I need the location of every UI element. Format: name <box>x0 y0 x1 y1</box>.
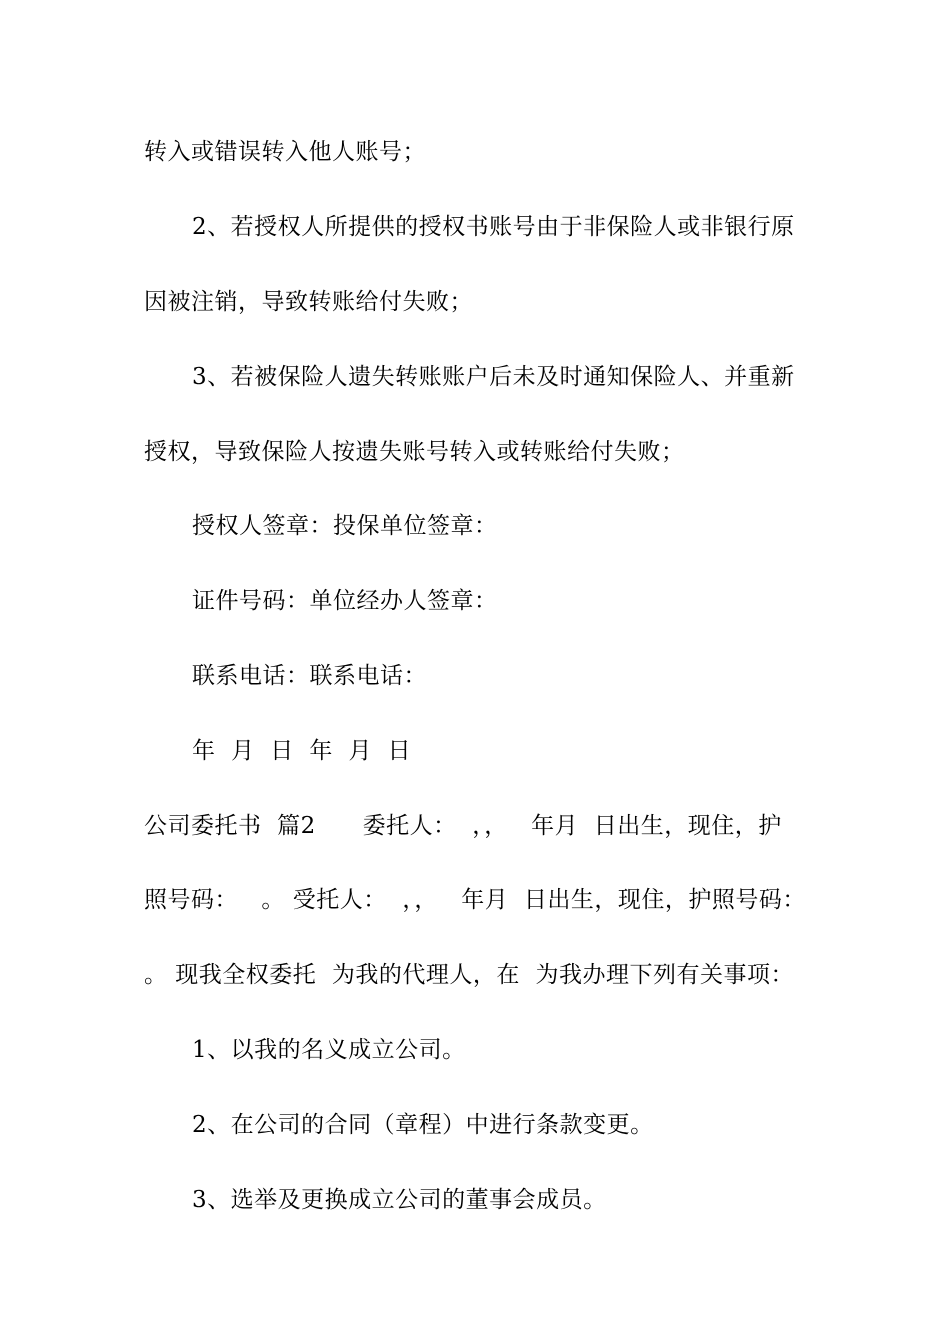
text-line: 证件号码：单位经办人签章： <box>192 588 498 614</box>
text-line: 授权人签章：投保单位签章： <box>192 513 498 539</box>
text-line: 联系电话：联系电话： <box>192 663 427 689</box>
text-line: 2、若授权人所提供的授权书账号由于非保险人或非银行原 <box>192 214 795 240</box>
text-line: 年 月 日 年 月 日 <box>192 738 412 764</box>
text-line: 照号码： 。 受托人： ，， 年月 日出生，现住，护照号码： <box>144 887 806 913</box>
text-line: 授权，导致保险人按遗失账号转入或转账给付失败； <box>144 439 685 465</box>
text-line: 公司委托书 篇2 委托人： ，， 年月 日出生，现住，护 <box>144 813 782 839</box>
text-line: 2、在公司的合同（章程）中进行条款变更。 <box>192 1112 654 1138</box>
text-line: 3、选举及更换成立公司的董事会成员。 <box>192 1187 607 1213</box>
text-line: 因被注销，导致转账给付失败； <box>144 289 473 315</box>
text-line: 转入或错误转入他人账号； <box>144 139 426 165</box>
text-line: 1、以我的名义成立公司。 <box>192 1037 466 1063</box>
text-line: 3、若被保险人遗失转账账户后未及时通知保险人、并重新 <box>192 364 795 390</box>
text-line: 。 现我全权委托 为我的代理人，在 为我办理下列有关事项： <box>144 962 795 988</box>
